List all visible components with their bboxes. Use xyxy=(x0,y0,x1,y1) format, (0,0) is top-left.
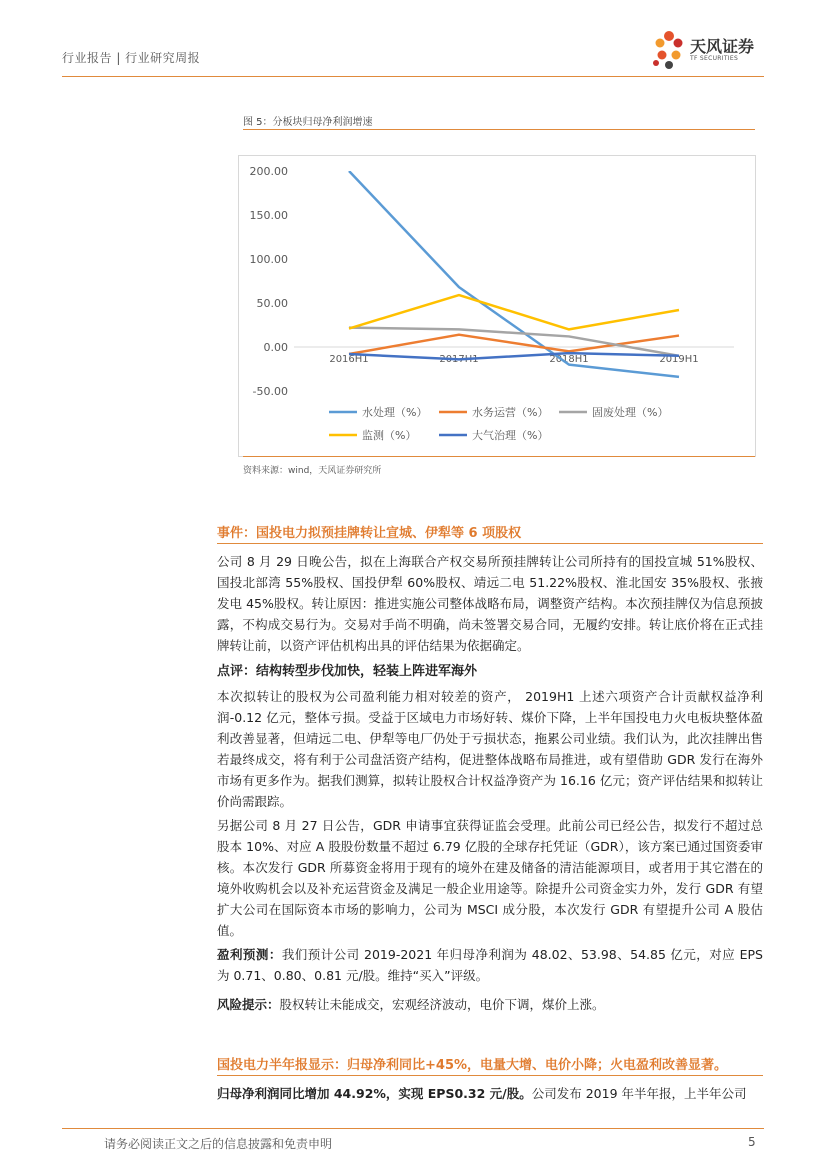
x-tick-label: 2019H1 xyxy=(659,354,699,365)
risk-text: 股权转让未能成交，宏观经济波动，电价下调，煤价上涨。 xyxy=(279,997,605,1012)
y-tick-label: 50.00 xyxy=(256,297,288,310)
legend-label: 固废处理（%） xyxy=(592,406,669,419)
section1-title: 事件：国投电力拟预挂牌转让宣城、伊犁等 6 项股权 xyxy=(217,526,522,541)
figure-bottom-rule xyxy=(243,456,755,457)
legend-label: 水务运营（%） xyxy=(472,406,549,419)
legend-label: 监测（%） xyxy=(362,429,417,442)
series-line xyxy=(349,335,679,354)
brand-name: 天风证券 xyxy=(690,37,755,56)
y-tick-label: 100.00 xyxy=(249,253,288,266)
footer-divider xyxy=(62,1128,764,1129)
section3-lead-bold: 归母净利润同比增加 44.92%，实现 EPS0.32 元/股。 xyxy=(217,1086,532,1101)
series-line xyxy=(349,295,679,329)
legend-label: 水处理（%） xyxy=(362,406,428,419)
figure-title: 图 5：分板块归母净利润增速 xyxy=(243,117,373,128)
y-tick-label: 0.00 xyxy=(263,341,288,354)
y-tick-label: 200.00 xyxy=(249,165,288,178)
section2-paragraph1: 本次拟转让的股权为公司盈利能力相对较差的资产， 2019H1 上述六项资产合计贡献权益净利润-0.12 亿元，整体亏损。受益于区域电力市场好转、煤价下降，上半年国投电力火电板块整体盈利改善显著，但靖远二电、伊犁等电厂仍处于亏损状态，拖累公司业绩。我们认为，此次挂牌出售若最终成交，将有利于公司盘活资产结构，促进整体战略布局推进，或有望借助 GDR 发行在海外市场有更多作为。据我们测算，拟转让股权合计权益净资产为 16.16 亿元；资产评估结果和拟转让价尚需跟踪。 xyxy=(217,689,763,809)
brand-sub: TF SECURITIES xyxy=(690,55,739,62)
section1-rule xyxy=(217,543,763,544)
line-chart xyxy=(239,156,755,456)
figure-source: 资料来源：wind，天风证券研究所 xyxy=(243,466,382,476)
risk-label: 风险提示： xyxy=(217,997,280,1012)
section1-paragraph: 公司 8 月 29 日晚公告，拟在上海联合产权交易所预挂牌转让公司所持有的国投宣城 51%股权、国投北部湾 55%股权、国投伊犁 60%股权、靖远二电 51.22%股权、淮北国安 35%股权、张掖发电 45%股权。转让原因：推进实施公司整体战略布局，调整资产结构。本次预挂牌仅为信息预披露，不构成交易行为。交易对手尚不明确，尚未签署交易合同，无履约安排。转让底价将在正式挂牌转让前，以资产评估机构出具的评估结果为依据确定。 xyxy=(217,554,763,653)
section3-title: 国投电力半年报显示：归母净利同比+45%，电量大增、电价小降；火电盈利改善显著。 xyxy=(217,1058,728,1073)
footer-disclaimer: 请务必阅读正文之后的信息披露和免责申明 xyxy=(104,1137,333,1151)
x-tick-label: 2018H1 xyxy=(549,354,589,365)
section3-lead xyxy=(217,1083,763,1104)
y-tick-label: 150.00 xyxy=(249,209,288,222)
section2-title: 点评：结构转型步伐加快，轻装上阵进军海外 xyxy=(217,664,478,679)
brand-logo xyxy=(650,28,768,72)
brand-flower-icon xyxy=(650,28,688,72)
x-tick-label: 2016H1 xyxy=(329,354,369,365)
page-number: 5 xyxy=(748,1135,756,1149)
forecast-text: 我们预计公司 2019-2021 年归母净利润为 48.02、53.98、54.85 亿元，对应 EPS 为 0.71、0.80、0.81 元/股。维持“买入”评级。 xyxy=(217,947,763,983)
header-divider xyxy=(62,76,764,77)
series-line xyxy=(349,353,679,359)
y-tick-label: -50.00 xyxy=(252,385,288,398)
legend-label: 大气治理（%） xyxy=(472,429,549,442)
risk-paragraph xyxy=(217,994,763,1015)
section3-rule xyxy=(217,1075,763,1076)
figure-top-rule xyxy=(243,129,755,130)
forecast-label: 盈利预测： xyxy=(217,947,282,962)
header-breadcrumb: 行业报告 | 行业研究周报 xyxy=(62,51,201,65)
forecast-paragraph xyxy=(217,944,763,986)
chart-container xyxy=(238,155,756,457)
section2-paragraph2: 另据公司 8 月 27 日公告，GDR 申请事宜获得证监会受理。此前公司已经公告，拟发行不超过总股本 10%、对应 A 股股份数量不超过 6.79 亿股的全球存托凭证（GDR），该方案已通过国资委审核。本次发行 GDR 所募资金将用于现有的境外在建及储备的清洁能源项目，或者用于其它潜在的境外收购机会以及补充运营资金及满足一般企业用途等。除提升公司资金实力外，发行 GDR 有望扩大公司在国际资本市场的影响力，公司为 MSCI 成分股，本次发行 GDR 有望提升公司 A 股估值。 xyxy=(217,818,763,938)
section3-lead-text: 公司发布 2019 年半年报，上半年公司 xyxy=(531,1086,747,1101)
x-tick-label: 2017H1 xyxy=(439,354,479,365)
